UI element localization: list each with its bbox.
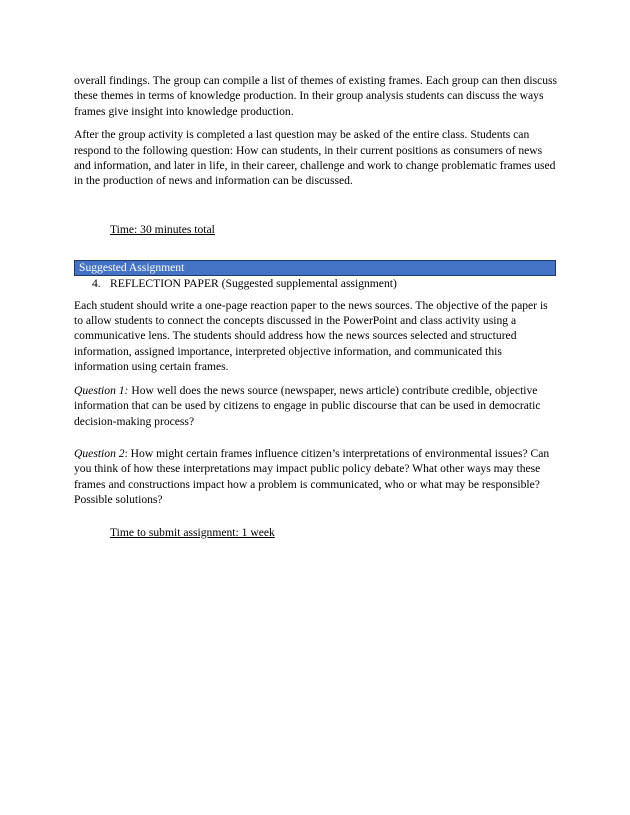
time-total-label: Time: 30 minutes total <box>110 222 215 236</box>
item-number: 4. <box>92 277 101 291</box>
question-1-text: How well does the news source (newspaper, news article) contribute credible, objective information that can be used by citizens to engage in public discourse that can be used in democratic decision-making process? <box>74 383 541 428</box>
question-1 <box>74 383 558 429</box>
paragraph-assignment-description: Each student should write a one-page reaction paper to the news sources. The objective of the paper is to allow students to connect the concepts discussed in the PowerPoint and class activity using a communicative lens. The students should address how the news sources selected and structured information, assigned importance, interpreted objective information, and communicated this information using certain frames. <box>74 298 548 374</box>
document-page <box>74 73 558 540</box>
question-2-text: : How might certain frames influence citizen’s interpretations of environmental issues? Can you think of how these interpretations may impact public policy debate? What other ways may these frames and constructions impact how a problem is communicated, who or what may be responsible? Possible solutions? <box>74 446 550 507</box>
question-2-label: Question 2 <box>74 446 125 460</box>
item-title: REFLECTION PAPER (Suggested supplemental assignment) <box>110 277 397 291</box>
question-1-label: Question 1: <box>74 383 129 397</box>
question-2 <box>74 446 558 508</box>
paragraph-overall-findings: overall findings. The group can compile a list of themes of existing frames. Each group can then discuss these themes in terms of knowledge production. In their group analysis students can discuss the ways frames give insight into knowledge production. <box>74 74 558 118</box>
reflection-paper-heading <box>74 276 558 291</box>
section-bar-suggested-assignment: Suggested Assignment <box>74 260 556 276</box>
paragraph-after-group-activity: After the group activity is completed a last question may be asked of the entire class. Students can respond to the following question: How can students, in their current positions as consumers of news and information, and later in life, in their career, challenge and work to change problematic frames used in the production of news and information can be discussed. <box>74 128 556 188</box>
time-submit-label: Time to submit assignment: 1 week <box>110 525 275 539</box>
